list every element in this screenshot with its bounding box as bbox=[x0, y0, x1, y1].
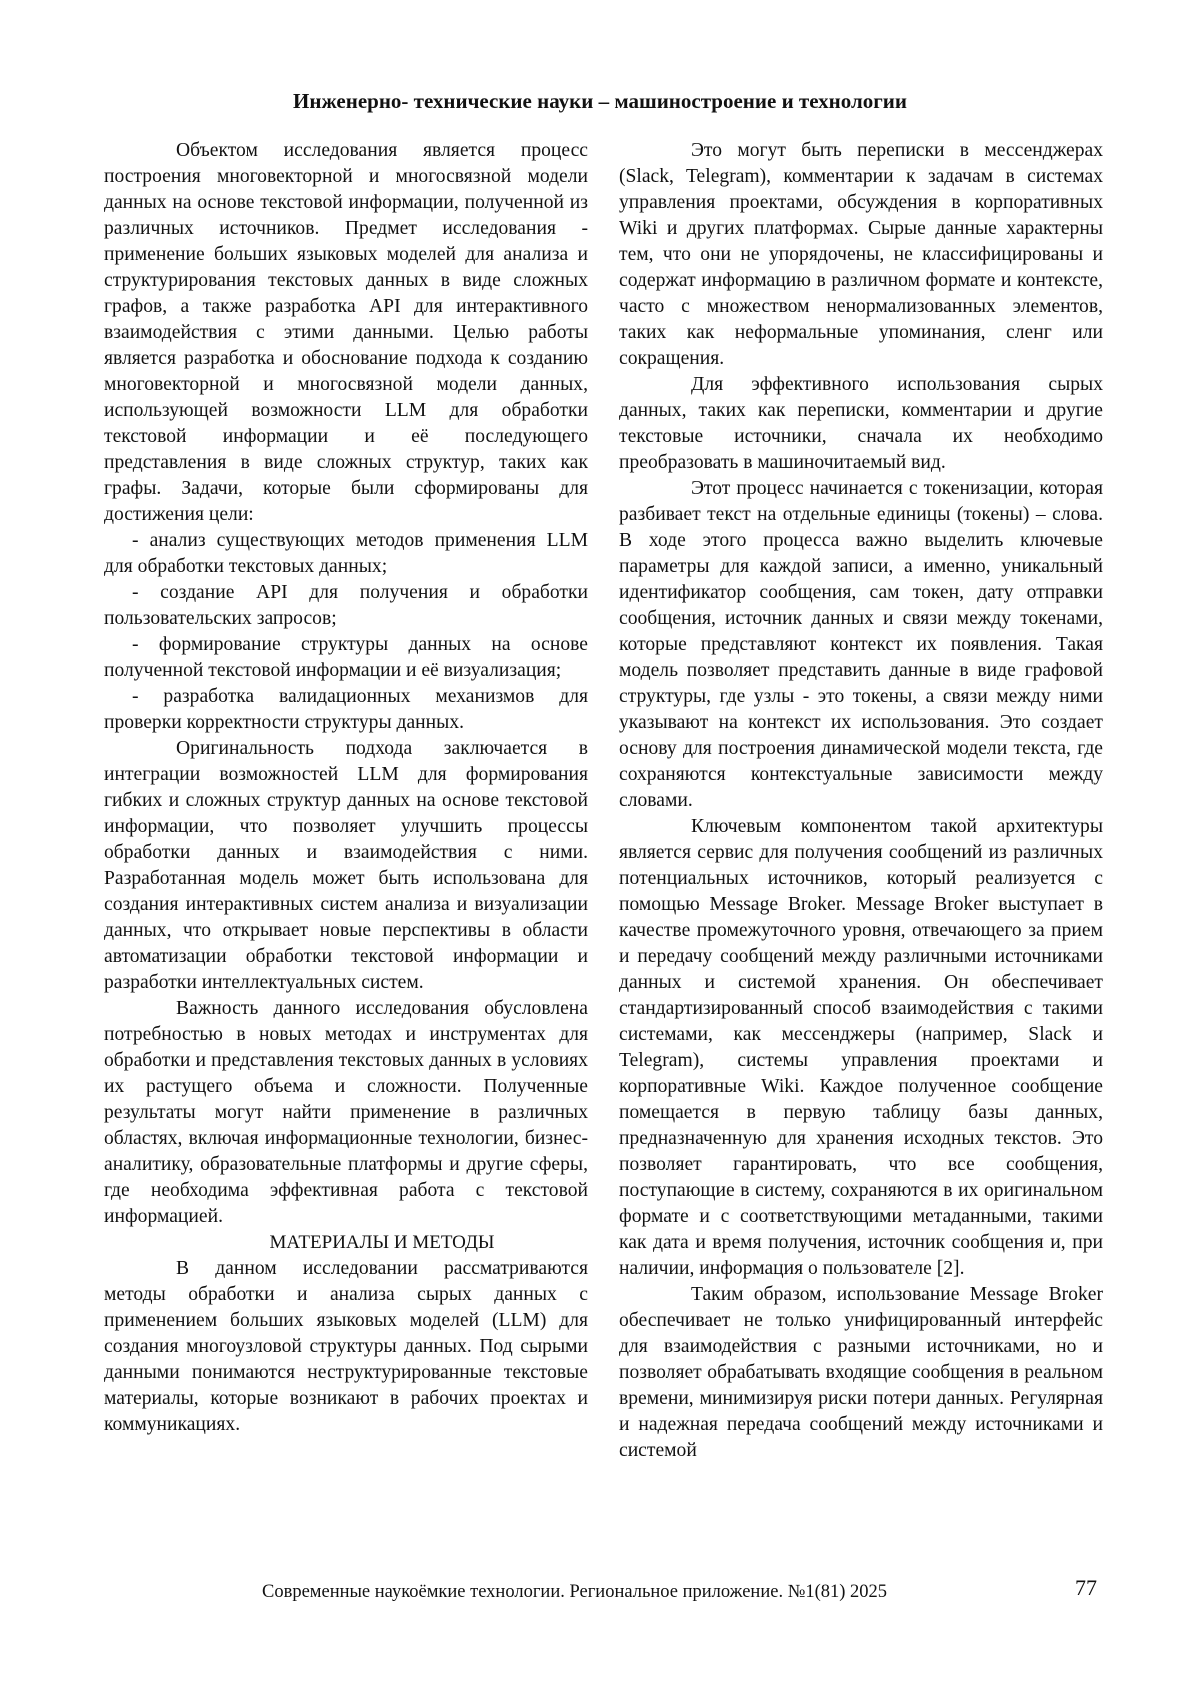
paragraph-message-broker: Ключевым компонентом такой архитектуры является сервис для получения сообщений из различных потенциальных источников, который реализуется с помощью Message Broker. Message Broker выступает в качестве промежуточного уровня, отвечающего за прием и передачу сообщений между различными источниками данных и системой хранения. Он обеспечивает стандартизированный способ взаимодействия с такими системами, как мессенджеры (например, Slack и Telegram), системы управления проектами и корпоративные Wiki. Каждое полученное сообщение помещается в первую таблицу базы данных, предназначенную для хранения исходных текстов. Это позволяет гарантировать, что все сообщения, поступающие в систему, сохраняются в их оригинальном формате и с соответствующими метаданными, такими как дата и время получения, источник сообщения и, при наличии, информация о пользователе [2]. bbox=[619, 816, 1103, 1279]
page-number: 77 bbox=[1075, 1575, 1097, 1600]
list-item: - формирование структуры данных на основе полученной текстовой информации и её визуализация; bbox=[104, 634, 588, 681]
paragraph-raw-data-sources: Это могут быть переписки в мессенджерах (Slack, Telegram), комментарии к задачам в системах управления проектами, обсуждения в корпоративных Wiki и других платформах. Сырые данные характерны тем, что они не упорядочены, не классифицированы и содержат информацию в различном формате и контексте, часто с множеством ненормализованных элементов, таких как неформальные упоминания, сленг или сокращения. bbox=[619, 140, 1103, 369]
list-item: - разработка валидационных механизмов для проверки корректности структуры данных. bbox=[104, 686, 588, 733]
paragraph-originality: Оригинальность подхода заключается в интеграции возможностей LLM для формирования гибких и сложных структур данных на основе текстовой информации, что позволяет улучшить процессы обработки данных и взаимодействия с ними. Разработанная модель может быть использована для создания интерактивных систем анализа и визуализации данных, что открывает новые перспективы в области автоматизации обработки текстовой информации и разработки интеллектуальных систем. bbox=[104, 738, 588, 993]
section-heading-materials-methods: МАТЕРИАЛЫ И МЕТОДЫ bbox=[269, 1232, 495, 1253]
paragraph-importance: Важность данного исследования обусловлена потребностью в новых методах и инструментах для обработки и представления текстовых данных в условиях их растущего объема и сложности. Полученные результаты могут найти применение в различных областях, включая информационные технологии, бизнес-аналитику, образовательные платформы и другие сферы, где необходима эффективная работа с текстовой информацией. bbox=[104, 998, 588, 1227]
paragraph-tokenization: Этот процесс начинается с токенизации, которая разбивает текст на отдельные единицы (токены) – слова. В ходе этого процесса важно выделить ключевые параметры для каждой записи, а именно, уникальный идентификатор сообщения, сам токен, дату отправки сообщения, источник данных и связи между токенами, которые представляют контекст их появления. Такая модель позволяет представить данные в виде графовой структуры, где узлы - это токены, а связи между ними указывают на контекст их использования. Это создает основу для построения динамической модели текста, где сохраняются контекстуальные зависимости между словами. bbox=[619, 478, 1103, 811]
footer-journal-title: Современные наукоёмкие технологии. Региональное приложение. №1(81) 2025 bbox=[262, 1582, 888, 1602]
running-header: Инженерно- технические науки – машиностроение и технологии bbox=[293, 89, 907, 113]
paragraph-research-object: Объектом исследования является процесс построения многовекторной и многосвязной модели данных на основе текстовой информации, полученной из различных источников. Предмет исследования - применение больших языковых моделей для анализа и структурирования текстовых данных в виде сложных графов, а также разработка API для интерактивного взаимодействия с этими данными. Целью работы является разработка и обоснование подхода к созданию многовекторной и многосвязной модели данных, использующей возможности LLM для обработки текстовой информации и её последующего представления в виде сложных структур, таких как графы. Задачи, которые были сформированы для достижения цели: bbox=[104, 140, 588, 525]
list-item: - создание API для получения и обработки пользовательских запросов; bbox=[104, 582, 588, 629]
paragraph-conclusion: Таким образом, использование Message Broker обеспечивает не только унифицированный интерфейс для взаимодействия с разными источниками, но и позволяет обрабатывать входящие сообщения в реальном времени, минимизируя риски потери данных. Регулярная и надежная передача сообщений между источниками и системой bbox=[619, 1284, 1103, 1461]
paragraph-methods: В данном исследовании рассматриваются методы обработки и анализа сырых данных с применением больших языковых моделей (LLM) для создания многоузловой структуры данных. Под сырыми данными понимаются неструктурированные текстовые материалы, которые возникают в рабочих проектах и коммуникациях. bbox=[104, 1258, 588, 1435]
right-column bbox=[619, 138, 1103, 1464]
paragraph-machine-readable: Для эффективного использования сырых данных, таких как переписки, комментарии и другие текстовые источники, сначала их необходимо преобразовать в машиночитаемый вид. bbox=[619, 374, 1103, 473]
list-item: - анализ существующих методов применения LLM для обработки текстовых данных; bbox=[104, 530, 588, 577]
left-column bbox=[104, 138, 588, 1438]
